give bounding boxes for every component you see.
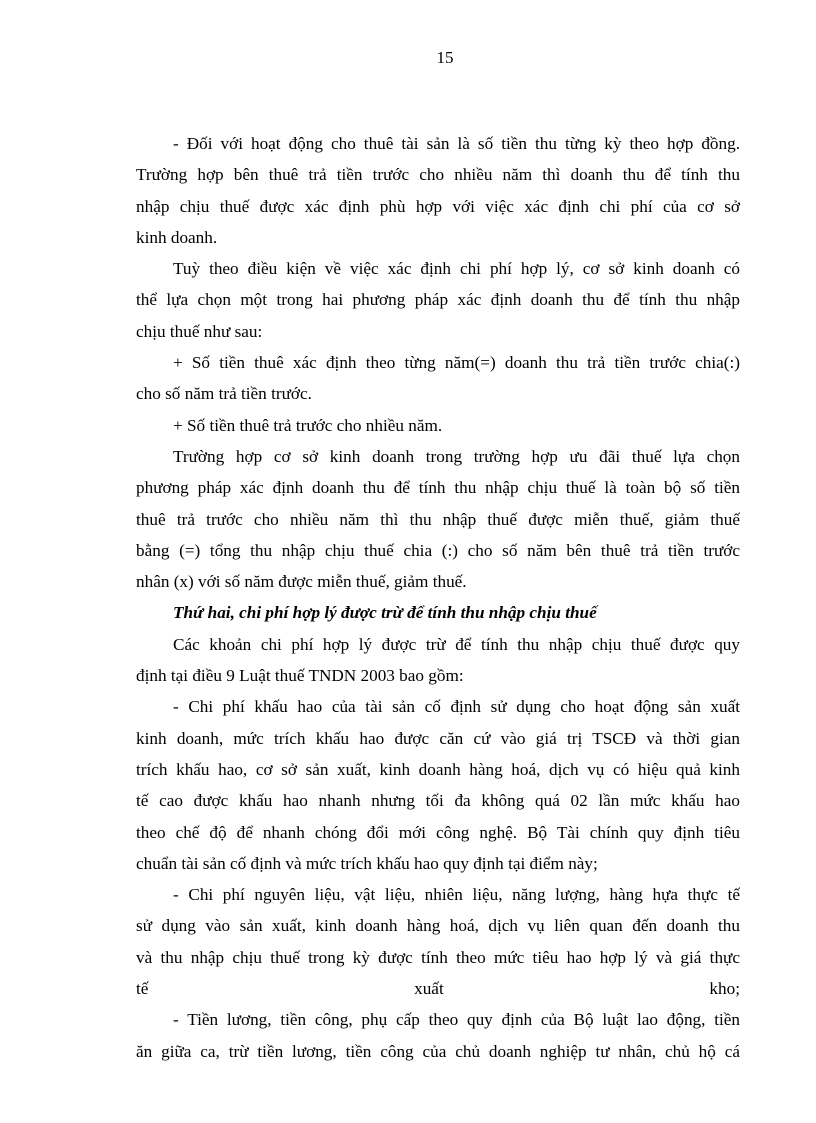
- section-heading: Thứ hai, chi phí hợp lý được trừ để tính thu nhập chịu thuế: [173, 603, 597, 623]
- text-line: cho số năm trả tiền trước.: [136, 384, 312, 404]
- page-number: 15: [436, 48, 454, 67]
- text-line: - Đối với hoạt động cho thuê tài sản là số tiền thu từng kỳ theo hợp đồng.: [173, 134, 740, 153]
- text-line: + Số tiền thuê trả trước cho nhiều năm.: [173, 415, 443, 435]
- text-line: tế cao được khấu hao nhanh nhưng tối đa không quá 02 lần mức khấu hao: [136, 791, 740, 811]
- text-line: chuẩn tài sản cố định và mức trích khấu hao quy định tại điểm này;: [136, 853, 598, 873]
- text-line: thuê trả trước cho nhiều năm thì thu nhập thuế được miễn thuế, giảm thuế: [136, 509, 740, 529]
- text-line: Các khoản chi phí hợp lý được trừ để tính thu nhập chịu thuế được quy: [173, 634, 740, 654]
- text-line: - Chi phí nguyên liệu, vật liệu, nhiên liệu, năng lượng, hàng hựa thực tế: [173, 885, 740, 905]
- text-line: Trường hợp bên thuê trả tiền trước cho nhiều năm thì doanh thu để tính thu: [136, 165, 740, 185]
- text-line: định tại điều 9 Luật thuế TNDN 2003 bao gồm:: [136, 666, 464, 686]
- text-line: nhân (x) với số năm được miễn thuế, giảm thuế.: [136, 572, 467, 592]
- text-line: kinh doanh.: [136, 227, 218, 247]
- text-line: trích khấu hao, cơ sở sản xuất, kinh doanh hàng hoá, dịch vụ có hiệu quả kinh: [136, 759, 740, 779]
- text-line: kinh doanh, mức trích khấu hao được căn cứ vào giá trị TSCĐ và thời gian: [136, 728, 740, 748]
- text-line: bằng (=) tổng thu nhập chịu thuế chia (:) cho số năm bên thuê trả tiền trước: [136, 540, 740, 560]
- text-line: thể lựa chọn một trong hai phương pháp xác định doanh thu để tính thu nhập: [136, 290, 740, 310]
- text-line: Trường hợp cơ sở kinh doanh trong trường hợp ưu đãi thuế lựa chọn: [173, 446, 740, 466]
- text-line: phương pháp xác định doanh thu để tính thu nhập chịu thuế là toàn bộ số tiền: [136, 478, 740, 498]
- text-line: - Chi phí khấu hao của tài sản cố định sử dụng cho hoạt động sản xuất: [173, 697, 740, 717]
- text-line: và thu nhập chịu thuế trong kỳ được tính theo mức tiêu hao hợp lý và giá thực: [136, 947, 740, 967]
- text-line: sử dụng vào sản xuất, kinh doanh hàng hoá, dịch vụ liên quan đến doanh thu: [136, 916, 740, 936]
- text-line: + Số tiền thuê xác định theo từng năm(=) doanh thu trả tiền trước chia(:): [173, 353, 740, 373]
- text-line: chịu thuế như sau:: [136, 321, 263, 341]
- text-line: ăn giữa ca, trừ tiền lương, tiền công của chủ doanh nghiệp tư nhân, chủ hộ cá: [136, 1041, 740, 1061]
- text-line: theo chế độ để nhanh chóng đổi mới công nghệ. Bộ Tài chính quy định tiêu: [136, 822, 740, 842]
- text-line: tế xuất kho;: [136, 979, 740, 999]
- document-body: [136, 128, 740, 1067]
- text-line: nhập chịu thuế được xác định phù hợp với việc xác định chi phí của cơ sở: [136, 196, 740, 216]
- text-line: Tuỳ theo điều kiện về việc xác định chi phí hợp lý, cơ sở kinh doanh có: [173, 259, 740, 279]
- text-line: - Tiền lương, tiền công, phụ cấp theo quy định của Bộ luật lao động, tiền: [173, 1010, 740, 1030]
